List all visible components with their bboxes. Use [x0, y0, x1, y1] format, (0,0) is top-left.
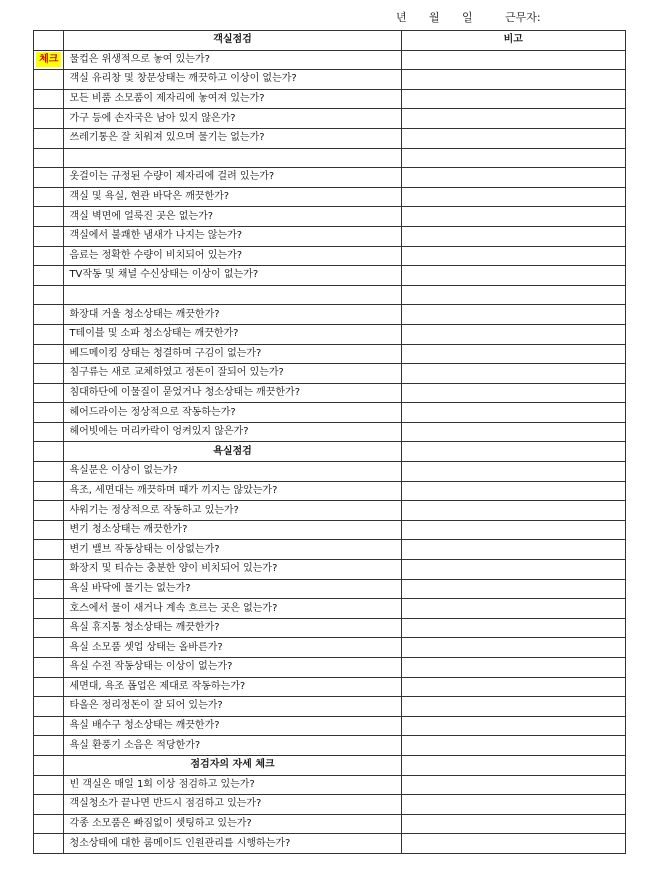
note-cell[interactable]	[401, 187, 625, 207]
note-cell[interactable]	[401, 697, 625, 717]
checklist-item: TV작동 및 채널 수신상태는 이상이 없는가?	[64, 266, 401, 286]
checklist-item: 베드메이킹 상태는 청결하며 구김이 없는가?	[64, 344, 401, 364]
check-cell[interactable]	[34, 540, 64, 560]
checklist-item: 음료는 정확한 수량이 비치되어 있는가?	[64, 246, 401, 266]
checklist-item: 객실에서 불쾌한 냄새가 나지는 않는가?	[64, 226, 401, 246]
checklist-table	[33, 30, 626, 854]
check-cell[interactable]	[34, 226, 64, 246]
checklist-item: 객실 유리창 및 창문상태는 깨끗하고 이상이 없는가?	[64, 70, 401, 90]
checklist-item: 물컵은 위생적으로 놓여 있는가?	[64, 50, 401, 70]
table-row	[34, 187, 626, 207]
checklist-item: 욕실 배수구 청소상태는 깨끗한가?	[64, 716, 401, 736]
table-row	[34, 403, 626, 423]
check-cell[interactable]	[34, 128, 64, 148]
checklist-item: 욕실 수전 작동상태는 이상이 없는가?	[64, 658, 401, 678]
table-row	[34, 266, 626, 286]
table-row	[34, 168, 626, 188]
note-cell[interactable]	[401, 266, 625, 286]
table-row	[34, 638, 626, 658]
check-cell[interactable]	[34, 168, 64, 188]
table-row	[34, 677, 626, 697]
checklist-item: 욕실 환풍기 소음은 적당한가?	[64, 736, 401, 756]
checklist-item: 화장대 거울 청소상태는 깨끗한가?	[64, 305, 401, 325]
note-cell[interactable]	[401, 579, 625, 599]
note-cell[interactable]	[401, 305, 625, 325]
check-cell[interactable]	[34, 677, 64, 697]
check-cell[interactable]	[34, 462, 64, 482]
note-cell[interactable]	[401, 755, 625, 775]
note-cell[interactable]	[401, 207, 625, 227]
note-cell[interactable]	[401, 344, 625, 364]
check-cell[interactable]	[34, 834, 64, 854]
checklist-item: 헤어빗에는 머리카락이 엉켜있지 않은가?	[64, 422, 401, 442]
checklist-item: 타올은 정리정돈이 잘 되어 있는가?	[64, 697, 401, 717]
note-cell[interactable]	[401, 403, 625, 423]
section-row	[34, 442, 626, 462]
note-cell[interactable]	[401, 168, 625, 188]
table-row	[34, 305, 626, 325]
checklist-item	[64, 148, 401, 168]
check-cell[interactable]	[34, 422, 64, 442]
table-row	[34, 462, 626, 482]
form-header	[0, 8, 658, 26]
check-cell[interactable]	[34, 775, 64, 795]
note-cell[interactable]	[401, 462, 625, 482]
check-cell[interactable]	[34, 618, 64, 638]
note-cell[interactable]	[401, 442, 625, 462]
section-title-room: 객실점검	[64, 31, 401, 51]
note-cell[interactable]	[401, 481, 625, 501]
table-row	[34, 658, 626, 678]
check-cell[interactable]	[34, 716, 64, 736]
checklist-item: 가구 등에 손자국은 남아 있지 않은가?	[64, 109, 401, 129]
check-cell[interactable]	[34, 599, 64, 619]
check-cell[interactable]	[34, 501, 64, 521]
table-row	[34, 814, 626, 834]
checklist-item: 욕실 바닥에 물기는 없는가?	[64, 579, 401, 599]
checklist-item: 호스에서 물이 새거나 계속 흐르는 곳은 없는가?	[64, 599, 401, 619]
worker-label: 근무자:	[505, 11, 541, 24]
check-cell[interactable]	[34, 266, 64, 286]
check-cell[interactable]	[34, 148, 64, 168]
note-cell[interactable]	[401, 422, 625, 442]
table-row	[34, 128, 626, 148]
check-cell[interactable]	[34, 246, 64, 266]
check-cell[interactable]	[34, 658, 64, 678]
check-cell[interactable]	[34, 481, 64, 501]
day-label: 일	[462, 11, 473, 24]
table-row	[34, 775, 626, 795]
check-cell[interactable]	[34, 560, 64, 580]
table-row	[34, 560, 626, 580]
note-cell[interactable]	[401, 50, 625, 70]
note-cell[interactable]	[401, 775, 625, 795]
check-cell[interactable]	[34, 814, 64, 834]
check-cell[interactable]	[34, 520, 64, 540]
check-cell[interactable]	[34, 187, 64, 207]
check-cell[interactable]	[34, 736, 64, 756]
note-cell[interactable]	[401, 560, 625, 580]
check-cell[interactable]	[34, 285, 64, 305]
header-row	[34, 31, 626, 51]
checklist-item: 모든 비품 소모품이 제자리에 놓여져 있는가?	[64, 89, 401, 109]
check-cell[interactable]	[34, 638, 64, 658]
note-cell[interactable]	[401, 128, 625, 148]
note-cell[interactable]	[401, 89, 625, 109]
checklist-item: 변기 밸브 작동상태는 이상없는가?	[64, 540, 401, 560]
table-row	[34, 109, 626, 129]
note-cell[interactable]	[401, 364, 625, 384]
note-cell[interactable]	[401, 148, 625, 168]
checklist-item	[64, 285, 401, 305]
checklist-item: 헤어드라이는 정상적으로 작동하는가?	[64, 403, 401, 423]
table-row	[34, 579, 626, 599]
checklist-item: 쓰레기통은 잘 치워져 있으며 물기는 없는가?	[64, 128, 401, 148]
table-row	[34, 599, 626, 619]
table-row	[34, 834, 626, 854]
check-cell[interactable]	[34, 383, 64, 403]
table-row	[34, 148, 626, 168]
section-check-cell	[34, 442, 64, 462]
checklist-item: 욕조, 세면대는 깨끗하며 때가 끼지는 않았는가?	[64, 481, 401, 501]
check-cell[interactable]	[34, 795, 64, 815]
note-cell[interactable]	[401, 520, 625, 540]
note-cell[interactable]	[401, 814, 625, 834]
table-row	[34, 89, 626, 109]
note-cell[interactable]	[401, 658, 625, 678]
table-row	[34, 520, 626, 540]
table-row	[34, 383, 626, 403]
table-row	[34, 226, 626, 246]
checklist-item: 객실 및 욕실, 현관 바닥은 깨끗한가?	[64, 187, 401, 207]
checklist-item: 화장지 및 티슈는 충분한 양이 비치되어 있는가?	[64, 560, 401, 580]
section-title-note: 비고	[401, 31, 625, 51]
check-cell[interactable]	[34, 207, 64, 227]
table-row	[34, 697, 626, 717]
checklist-item: 객실청소가 끝나면 반드시 점검하고 있는가?	[64, 795, 401, 815]
table-row	[34, 246, 626, 266]
table-row	[34, 50, 626, 70]
table-row	[34, 207, 626, 227]
note-cell[interactable]	[401, 716, 625, 736]
check-cell[interactable]	[34, 579, 64, 599]
note-cell[interactable]	[401, 618, 625, 638]
check-cell[interactable]	[34, 324, 64, 344]
check-cell[interactable]	[34, 109, 64, 129]
checklist-item: 변기 청소상태는 깨끗한가?	[64, 520, 401, 540]
note-cell[interactable]	[401, 736, 625, 756]
check-cell[interactable]	[34, 50, 64, 70]
note-cell[interactable]	[401, 638, 625, 658]
note-cell[interactable]	[401, 677, 625, 697]
checklist-item: 빈 객실은 매일 1회 이상 점검하고 있는가?	[64, 775, 401, 795]
note-cell[interactable]	[401, 109, 625, 129]
checklist-item: T테이블 및 소파 청소상태는 깨끗한가?	[64, 324, 401, 344]
checklist-item: 욕실 휴지통 청소상태는 깨끗한가?	[64, 618, 401, 638]
table-row	[34, 481, 626, 501]
checklist-item: 침구류는 새로 교체하였고 정돈이 잘되어 있는가?	[64, 364, 401, 384]
check-cell[interactable]	[34, 70, 64, 90]
table-row	[34, 795, 626, 815]
note-cell[interactable]	[401, 246, 625, 266]
year-label: 년	[396, 11, 407, 24]
section-row	[34, 755, 626, 775]
month-label: 월	[429, 11, 440, 24]
table-row	[34, 285, 626, 305]
note-cell[interactable]	[401, 501, 625, 521]
checklist-item: 세면대, 욕조 폽업은 제대로 작동하는가?	[64, 677, 401, 697]
checklist-item: 욕실문은 이상이 없는가?	[64, 462, 401, 482]
note-cell[interactable]	[401, 285, 625, 305]
check-cell[interactable]	[34, 305, 64, 325]
check-cell[interactable]	[34, 344, 64, 364]
note-cell[interactable]	[401, 70, 625, 90]
table-row	[34, 618, 626, 638]
check-cell[interactable]	[34, 364, 64, 384]
table-row	[34, 324, 626, 344]
table-row	[34, 716, 626, 736]
checklist-item: 객실 벽면에 얼룩진 곳은 없는가?	[64, 207, 401, 227]
note-cell[interactable]	[401, 834, 625, 854]
note-cell[interactable]	[401, 383, 625, 403]
checklist-item: 옷걸이는 규정된 수량이 제자리에 걸려 있는가?	[64, 168, 401, 188]
table-row	[34, 70, 626, 90]
checklist-item: 각종 소모품은 빠짐없이 셋팅하고 있는가?	[64, 814, 401, 834]
table-row	[34, 344, 626, 364]
table-row	[34, 736, 626, 756]
note-cell[interactable]	[401, 795, 625, 815]
header-check-cell	[34, 31, 64, 51]
section-check-cell	[34, 755, 64, 775]
checklist-item: 침대하단에 이물질이 묻었거나 청소상태는 깨끗한가?	[64, 383, 401, 403]
note-cell[interactable]	[401, 540, 625, 560]
check-cell[interactable]	[34, 403, 64, 423]
note-cell[interactable]	[401, 226, 625, 246]
section-title-bath: 욕실점검	[64, 442, 401, 462]
note-cell[interactable]	[401, 599, 625, 619]
section-title-inspector: 점검자의 자세 체크	[64, 755, 401, 775]
table-row	[34, 364, 626, 384]
checklist-item: 청소상태에 대한 룸메이드 인원관리를 시행하는가?	[64, 834, 401, 854]
check-cell[interactable]	[34, 697, 64, 717]
check-cell[interactable]	[34, 89, 64, 109]
table-row	[34, 501, 626, 521]
check-label: 체크	[36, 52, 61, 67]
table-row	[34, 422, 626, 442]
checklist-item: 욕실 소모품 셋업 상태는 올바른가?	[64, 638, 401, 658]
checklist-item: 샤워기는 정상적으로 작동하고 있는가?	[64, 501, 401, 521]
table-row	[34, 540, 626, 560]
note-cell[interactable]	[401, 324, 625, 344]
